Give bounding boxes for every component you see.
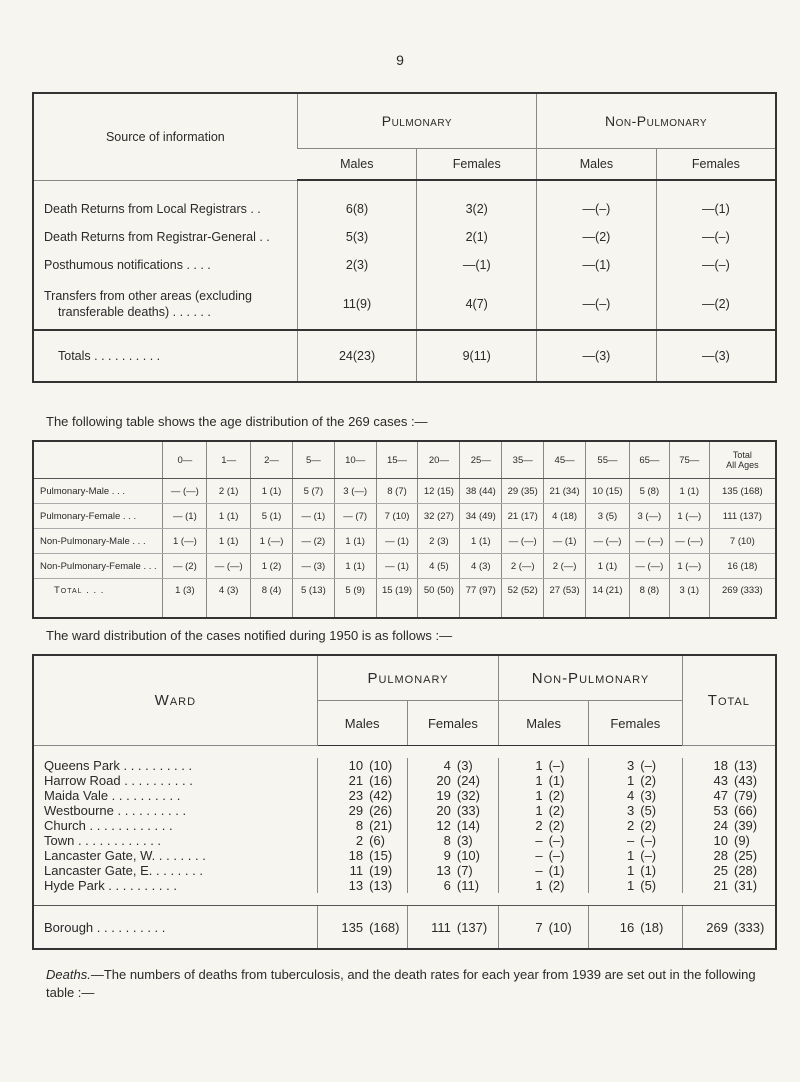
cell: 7 bbox=[499, 906, 545, 950]
cell: 1 bbox=[588, 878, 636, 893]
row-label: Non-Pulmonary-Male . . . bbox=[33, 529, 163, 554]
cell: 7 (10) bbox=[709, 529, 776, 554]
cell: 21 bbox=[682, 878, 730, 893]
cell: 2 bbox=[317, 833, 365, 848]
cell: (6) bbox=[369, 833, 385, 848]
cell: 14 (21) bbox=[586, 579, 630, 619]
cell: (13) bbox=[733, 758, 758, 773]
cell: — (2) bbox=[163, 554, 207, 579]
cell: 12 bbox=[407, 818, 453, 833]
table-row bbox=[33, 251, 776, 279]
cell: (24) bbox=[456, 773, 480, 788]
cell: 1 (2) bbox=[251, 554, 293, 579]
cell: 1 (—) bbox=[669, 504, 709, 529]
table-row bbox=[33, 279, 776, 330]
table-row bbox=[33, 906, 776, 950]
cell: 135 bbox=[317, 906, 365, 950]
cell: — (—) bbox=[207, 554, 251, 579]
cell: 11(9) bbox=[297, 279, 417, 330]
cell: (66) bbox=[733, 803, 758, 818]
cell: 1 bbox=[588, 773, 636, 788]
row-label: Death Returns from Registrar-General . . bbox=[44, 230, 270, 244]
spacer bbox=[33, 746, 776, 759]
cell: 135 (168) bbox=[709, 479, 776, 504]
cell: (–) bbox=[548, 833, 565, 848]
cell: 8 (8) bbox=[629, 579, 669, 619]
ward-label: Harrow Road . . . . . . . . . . bbox=[44, 773, 193, 788]
cell: (1) bbox=[548, 863, 565, 878]
cell: 6 bbox=[407, 878, 453, 893]
row-label: Pulmonary-Female . . . bbox=[33, 504, 163, 529]
cell: — (—) bbox=[669, 529, 709, 554]
cell: 4 (18) bbox=[544, 504, 586, 529]
age-header: 5— bbox=[292, 441, 334, 479]
total-header-line: All Ages bbox=[726, 460, 759, 470]
cell: 9(11) bbox=[417, 330, 537, 382]
cell: 8 (4) bbox=[251, 579, 293, 619]
cell: 1 (—) bbox=[669, 554, 709, 579]
cell: (11) bbox=[456, 878, 480, 893]
cell: 8 bbox=[317, 818, 365, 833]
table-row bbox=[33, 180, 776, 223]
table-row bbox=[33, 803, 776, 818]
table-row bbox=[33, 554, 776, 579]
cell: (39) bbox=[733, 818, 758, 833]
cell: (26) bbox=[369, 803, 393, 818]
cell: 19 bbox=[407, 788, 453, 803]
cell: (3) bbox=[456, 833, 473, 848]
cell: 1 bbox=[499, 788, 545, 803]
spacer bbox=[33, 893, 776, 906]
cell: (5) bbox=[640, 803, 657, 818]
row-label: Non-Pulmonary-Female . . . bbox=[33, 554, 163, 579]
totals-row bbox=[33, 330, 776, 382]
cell: (137) bbox=[453, 906, 499, 950]
total-header: Total bbox=[682, 655, 776, 746]
cell: (3) bbox=[456, 758, 473, 773]
cell: 1 (1) bbox=[460, 529, 502, 554]
cell: 4 (3) bbox=[460, 554, 502, 579]
cell: —(–) bbox=[537, 180, 657, 223]
cell: 50 (50) bbox=[418, 579, 460, 619]
ward-distribution-table bbox=[32, 654, 777, 950]
table-row bbox=[33, 479, 776, 504]
males-header: Males bbox=[297, 149, 417, 181]
cell: — (1) bbox=[544, 529, 586, 554]
age-header: 20— bbox=[418, 441, 460, 479]
cell: 25 bbox=[682, 863, 730, 878]
cell: (42) bbox=[369, 788, 393, 803]
cell: — (—) bbox=[629, 529, 669, 554]
cell: 43 bbox=[682, 773, 730, 788]
cell: — (1) bbox=[163, 504, 207, 529]
cell: (19) bbox=[369, 863, 393, 878]
age-header: 55— bbox=[586, 441, 630, 479]
ward-label: Lancaster Gate, W. . . . . . . . bbox=[44, 848, 206, 863]
cell: —(3) bbox=[656, 330, 776, 382]
cell: – bbox=[499, 833, 545, 848]
source-of-information-table bbox=[32, 92, 777, 383]
cell: (16) bbox=[369, 773, 393, 788]
cell: 34 (49) bbox=[460, 504, 502, 529]
cell: 47 bbox=[682, 788, 730, 803]
cell: 2(1) bbox=[417, 223, 537, 251]
cell: — (1) bbox=[292, 504, 334, 529]
table-row bbox=[33, 773, 776, 788]
ward-label: Church . . . . . . . . . . . . bbox=[44, 818, 173, 833]
cell: —(1) bbox=[417, 251, 537, 279]
cell: — (1) bbox=[376, 554, 418, 579]
cell: (–) bbox=[548, 848, 565, 863]
cell: (79) bbox=[733, 788, 758, 803]
cell: 1 bbox=[588, 863, 636, 878]
cell: 1 (3) bbox=[163, 579, 207, 619]
cell: —(2) bbox=[656, 279, 776, 330]
cell: 21 bbox=[317, 773, 365, 788]
cell: – bbox=[588, 833, 636, 848]
row-label-line: Transfers from other areas (excluding bbox=[44, 289, 252, 303]
cell: 38 (44) bbox=[460, 479, 502, 504]
cell: (10) bbox=[456, 848, 480, 863]
cell: 12 (15) bbox=[418, 479, 460, 504]
deaths-paragraph bbox=[46, 966, 766, 1002]
cell: —(1) bbox=[537, 251, 657, 279]
cell: 9 bbox=[407, 848, 453, 863]
cell: 1 (1) bbox=[334, 529, 376, 554]
cell: 2 bbox=[499, 818, 545, 833]
cell: (2) bbox=[640, 818, 657, 833]
cell: 32 (27) bbox=[418, 504, 460, 529]
cell: 24 bbox=[682, 818, 730, 833]
cell: 5 (8) bbox=[629, 479, 669, 504]
females-header: Females bbox=[656, 149, 776, 181]
table-row bbox=[33, 848, 776, 863]
pulmonary-group-header: Pulmonary bbox=[317, 655, 499, 701]
cell: 5 (1) bbox=[251, 504, 293, 529]
cell: 16 (18) bbox=[709, 554, 776, 579]
table-row bbox=[33, 833, 776, 848]
cell: 2 (3) bbox=[418, 529, 460, 554]
spacer-row bbox=[33, 893, 776, 906]
cell: (21) bbox=[369, 818, 393, 833]
ward-label: Westbourne . . . . . . . . . . bbox=[44, 803, 187, 818]
ward-label: Lancaster Gate, E. . . . . . . . bbox=[44, 863, 203, 878]
cell: 111 (137) bbox=[709, 504, 776, 529]
source-header: Source of information bbox=[33, 93, 297, 180]
cell: (2) bbox=[548, 788, 565, 803]
cell: 1 (1) bbox=[207, 504, 251, 529]
age-header: 10— bbox=[334, 441, 376, 479]
page-number: 9 bbox=[396, 52, 404, 68]
cell: (1) bbox=[640, 863, 657, 878]
cell: — (3) bbox=[292, 554, 334, 579]
cell: 4 (3) bbox=[207, 579, 251, 619]
cell: 269 bbox=[682, 906, 730, 950]
total-row bbox=[33, 579, 776, 619]
cell: 10 bbox=[317, 758, 365, 773]
age-distribution-table bbox=[32, 440, 777, 619]
cell: (2) bbox=[548, 803, 565, 818]
cell: 269 (333) bbox=[709, 579, 776, 619]
cell: 29 (35) bbox=[502, 479, 544, 504]
cell: 3 (—) bbox=[629, 504, 669, 529]
cell: 21 (34) bbox=[544, 479, 586, 504]
cell: 20 bbox=[407, 803, 453, 818]
cell: (–) bbox=[640, 848, 657, 863]
cell: 27 (53) bbox=[544, 579, 586, 619]
cell: 3(2) bbox=[417, 180, 537, 223]
cell: (14) bbox=[456, 818, 480, 833]
males-header: Males bbox=[499, 701, 589, 746]
cell: (7) bbox=[456, 863, 473, 878]
cell: (28) bbox=[733, 863, 758, 878]
cell: (13) bbox=[369, 878, 393, 893]
age-header: 15— bbox=[376, 441, 418, 479]
cell: (31) bbox=[733, 878, 758, 893]
cell: 7 (10) bbox=[376, 504, 418, 529]
cell: — (1) bbox=[376, 529, 418, 554]
cell: 2(3) bbox=[297, 251, 417, 279]
females-header: Females bbox=[417, 149, 537, 181]
cell: — (2) bbox=[292, 529, 334, 554]
cell: 10 bbox=[682, 833, 730, 848]
cell: — (—) bbox=[586, 529, 630, 554]
ward-header: Ward bbox=[33, 655, 317, 746]
cell: —(–) bbox=[656, 251, 776, 279]
non-pulmonary-group-header: Non-Pulmonary bbox=[499, 655, 682, 701]
cell: (–) bbox=[548, 758, 565, 773]
cell: 15 (19) bbox=[376, 579, 418, 619]
row-label: Posthumous notifications . . . . bbox=[44, 258, 211, 272]
cell: 1 (1) bbox=[586, 554, 630, 579]
cell: 18 bbox=[682, 758, 730, 773]
ward-label: Maida Vale . . . . . . . . . . bbox=[44, 788, 181, 803]
cell: 21 (17) bbox=[502, 504, 544, 529]
cell: 3 bbox=[588, 803, 636, 818]
table-row bbox=[33, 504, 776, 529]
blank-header bbox=[33, 441, 163, 479]
cell: 1 (—) bbox=[251, 529, 293, 554]
age-header: 35— bbox=[502, 441, 544, 479]
cell: 2 (—) bbox=[544, 554, 586, 579]
table-row bbox=[33, 863, 776, 878]
cell: (1) bbox=[548, 773, 565, 788]
cell: 1 bbox=[588, 848, 636, 863]
deaths-lead: Deaths. bbox=[46, 967, 91, 982]
age-header: 2— bbox=[251, 441, 293, 479]
table-row bbox=[33, 878, 776, 893]
row-label: Total . . . bbox=[54, 585, 105, 596]
row-label bbox=[33, 279, 297, 330]
cell: 1 bbox=[499, 773, 545, 788]
cell: 8 (7) bbox=[376, 479, 418, 504]
cell: 13 bbox=[407, 863, 453, 878]
cell: 2 (1) bbox=[207, 479, 251, 504]
cell: 1 (1) bbox=[669, 479, 709, 504]
cell: (–) bbox=[640, 758, 657, 773]
cell: 5(3) bbox=[297, 223, 417, 251]
age-table-intro: The following table shows the age distribution of the 269 cases :— bbox=[46, 414, 428, 429]
ward-label: Hyde Park . . . . . . . . . . bbox=[44, 878, 177, 893]
cell: 23 bbox=[317, 788, 365, 803]
table-row bbox=[33, 818, 776, 833]
cell: – bbox=[499, 848, 545, 863]
total-all-ages-header bbox=[709, 441, 776, 479]
age-header: 25— bbox=[460, 441, 502, 479]
cell: 77 (97) bbox=[460, 579, 502, 619]
cell: 4 (5) bbox=[418, 554, 460, 579]
total-header-line: Total bbox=[732, 450, 752, 460]
cell: 1 (1) bbox=[207, 529, 251, 554]
cell: 4 bbox=[407, 758, 453, 773]
cell: — (—) bbox=[629, 554, 669, 579]
cell: (2) bbox=[548, 878, 565, 893]
cell: 11 bbox=[317, 863, 365, 878]
cell: 3 (1) bbox=[669, 579, 709, 619]
males-header: Males bbox=[317, 701, 407, 746]
cell: 5 (7) bbox=[292, 479, 334, 504]
cell: 6(8) bbox=[297, 180, 417, 223]
cell: 4 bbox=[588, 788, 636, 803]
cell: (33) bbox=[456, 803, 480, 818]
ward-label: Town . . . . . . . . . . . . bbox=[44, 833, 162, 848]
cell: 8 bbox=[407, 833, 453, 848]
cell: 5 (9) bbox=[334, 579, 376, 619]
age-header: 0— bbox=[163, 441, 207, 479]
cell: (15) bbox=[369, 848, 393, 863]
non-pulmonary-group-header: Non-Pulmonary bbox=[537, 93, 776, 149]
cell: —(3) bbox=[537, 330, 657, 382]
age-header: 45— bbox=[544, 441, 586, 479]
cell: 13 bbox=[317, 878, 365, 893]
females-header: Females bbox=[588, 701, 682, 746]
cell: 29 bbox=[317, 803, 365, 818]
cell: 1 (—) bbox=[163, 529, 207, 554]
cell: (333) bbox=[730, 906, 776, 950]
table-row bbox=[33, 788, 776, 803]
females-header: Females bbox=[407, 701, 499, 746]
cell: — (7) bbox=[334, 504, 376, 529]
cell: 2 (—) bbox=[502, 554, 544, 579]
age-header: 1— bbox=[207, 441, 251, 479]
cell: 1 bbox=[499, 758, 545, 773]
row-label: Death Returns from Local Registrars . . bbox=[44, 201, 261, 216]
row-label-line: transferable deaths) . . . . . . bbox=[58, 305, 211, 319]
cell: (25) bbox=[733, 848, 758, 863]
cell: (2) bbox=[548, 818, 565, 833]
cell: (43) bbox=[733, 773, 758, 788]
age-header: 65— bbox=[629, 441, 669, 479]
cell: (32) bbox=[456, 788, 480, 803]
deaths-text: —The numbers of deaths from tuberculosis, and the death rates for each year from 1939 are set out in the following table :— bbox=[46, 967, 756, 1000]
table-row bbox=[33, 529, 776, 554]
spacer-row bbox=[33, 746, 776, 759]
table-row bbox=[33, 223, 776, 251]
cell: 2 bbox=[588, 818, 636, 833]
cell: (18) bbox=[636, 906, 682, 950]
cell: 20 bbox=[407, 773, 453, 788]
cell: 16 bbox=[588, 906, 636, 950]
cell: 111 bbox=[407, 906, 453, 950]
cell: —(2) bbox=[537, 223, 657, 251]
cell: 24(23) bbox=[297, 330, 417, 382]
cell: (10) bbox=[545, 906, 589, 950]
cell: (2) bbox=[640, 773, 657, 788]
males-header: Males bbox=[537, 149, 657, 181]
cell: (3) bbox=[640, 788, 657, 803]
cell: (–) bbox=[640, 833, 657, 848]
cell: —(–) bbox=[537, 279, 657, 330]
cell: — (—) bbox=[502, 529, 544, 554]
cell: 3 (5) bbox=[586, 504, 630, 529]
cell: (5) bbox=[640, 878, 657, 893]
cell: 3 (—) bbox=[334, 479, 376, 504]
row-label: Pulmonary-Male . . . bbox=[33, 479, 163, 504]
cell: 3 bbox=[588, 758, 636, 773]
cell: 4(7) bbox=[417, 279, 537, 330]
cell: (10) bbox=[369, 758, 393, 773]
ward-label: Queens Park . . . . . . . . . . bbox=[44, 758, 193, 773]
cell: 5 (13) bbox=[292, 579, 334, 619]
cell: 1 bbox=[499, 803, 545, 818]
cell: 1 (1) bbox=[251, 479, 293, 504]
cell: 18 bbox=[317, 848, 365, 863]
cell: 52 (52) bbox=[502, 579, 544, 619]
ward-label: Borough . . . . . . . . . . bbox=[33, 906, 317, 950]
cell: 53 bbox=[682, 803, 730, 818]
cell: —(–) bbox=[656, 223, 776, 251]
cell: (9) bbox=[733, 833, 750, 848]
age-header: 75— bbox=[669, 441, 709, 479]
cell: —(1) bbox=[656, 180, 776, 223]
cell: 1 bbox=[499, 878, 545, 893]
cell: – bbox=[499, 863, 545, 878]
cell: — (—) bbox=[163, 479, 207, 504]
cell: (168) bbox=[365, 906, 407, 950]
row-label: Totals . . . . . . . . . . bbox=[33, 330, 297, 382]
cell: 28 bbox=[682, 848, 730, 863]
table-row bbox=[33, 758, 776, 773]
cell: 10 (15) bbox=[586, 479, 630, 504]
cell: 1 (1) bbox=[334, 554, 376, 579]
ward-table-intro: The ward distribution of the cases notified during 1950 is as follows :— bbox=[46, 628, 453, 643]
pulmonary-group-header: Pulmonary bbox=[297, 93, 536, 149]
